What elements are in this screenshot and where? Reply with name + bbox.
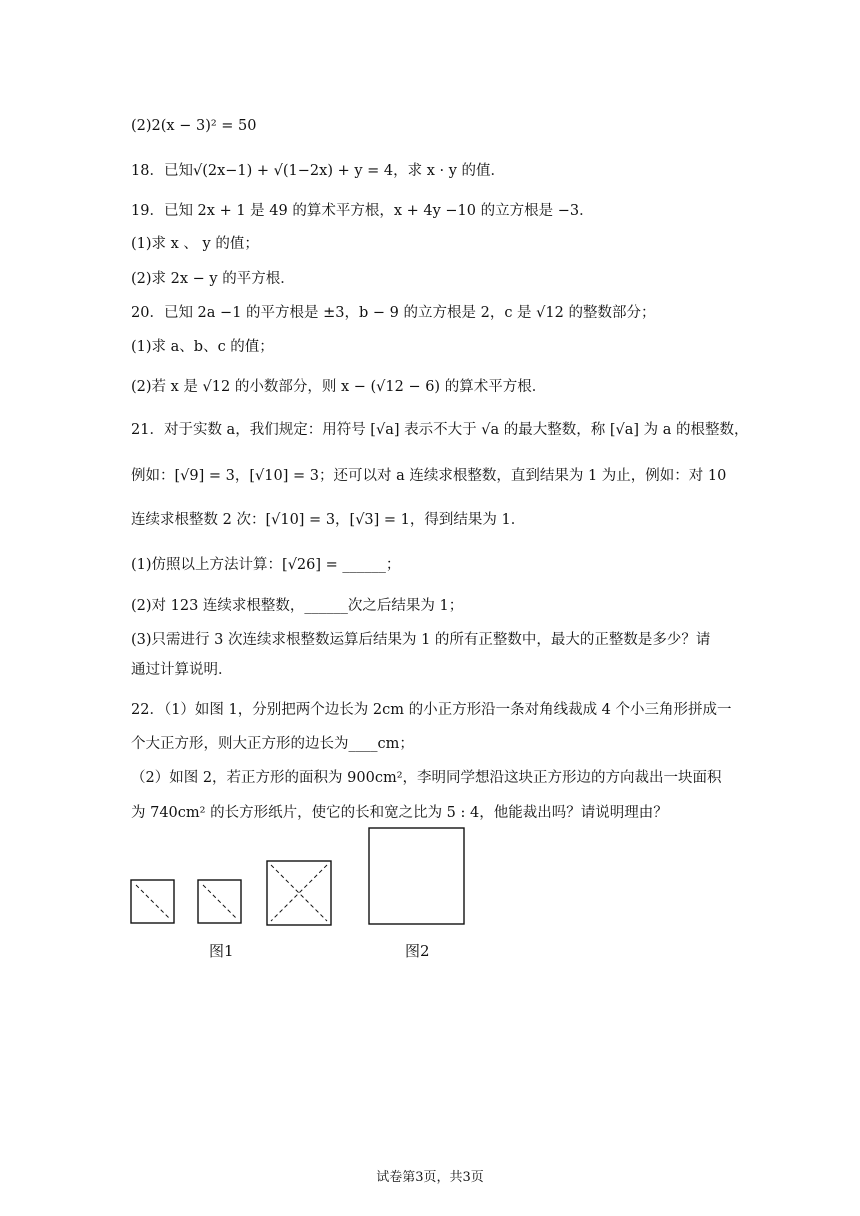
- fig1-small-square-right: [198, 880, 241, 923]
- q22-part2-text: （2）如图 2，若正方形的面积为 900cm²，李明同学想沿这块正方形边的方向裁出一块面积: [131, 770, 722, 786]
- q20-part2-text: (2)若 x 是 √12 的小数部分，则 x − (√12 − 6) 的算术平方根．: [131, 379, 547, 395]
- q20-text: 20．已知 2a −1 的平方根是 ±3，b − 9 的立方根是 2，c 是 √12 的整数部分；: [131, 305, 656, 321]
- page-footer: 试卷第3页，共3页: [376, 1170, 484, 1185]
- q21-part1-text: (1)仿照以上方法计算：[√26] = ______；: [131, 557, 401, 573]
- q22-part2-cont-text: 为 740cm² 的长方形纸片，使它的长和宽之比为 5 : 4，他能裁出吗？请说明理由？: [131, 805, 668, 821]
- q19-part1-text: (1)求 x 、 y 的值；: [131, 236, 259, 252]
- q17-part2-text: (2)2(x − 3)² = 50: [131, 118, 257, 134]
- q22-part1-text: 22．（1）如图 1，分别把两个边长为 2cm 的小正方形沿一条对角线裁成 4 个小三角形拼成一: [131, 702, 732, 718]
- q21-part3-cont-text: 通过计算说明．: [131, 662, 233, 678]
- q21-part2-text: (2)对 123 连续求根整数，______次之后结果为 1；: [131, 598, 464, 614]
- figure1-caption: 图1: [209, 942, 234, 960]
- q19-text: 19．已知 2x + 1 是 49 的算术平方根，x + 4y −10 的立方根是 −3．: [131, 203, 594, 219]
- q21-example-text: 例如：[√9] = 3，[√10] = 3；还可以对 a 连续求根整数，直到结果为 1 为止，例如：对 10: [131, 468, 727, 484]
- fig1-large-square: [267, 861, 331, 925]
- q21-example-cont-text: 连续求根整数 2 次：[√10] = 3，[√3] = 1，得到结果为 1．: [131, 512, 526, 528]
- q22-part1-cont-text: 个大正方形，则大正方形的边长为____cm；: [131, 736, 414, 752]
- q18-text: 18．已知√(2x−1) + √(1−2x) + y = 4，求 x · y 的值．: [131, 163, 506, 179]
- figure2-caption: 图2: [405, 942, 430, 960]
- q21-intro-text: 21．对于实数 a，我们规定：用符号 [√a] 表示不大于 √a 的最大整数，称 [√a] 为 a 的根整数，: [131, 422, 749, 438]
- q21-part3-text: (3)只需进行 3 次连续求根整数运算后结果为 1 的所有正整数中，最大的正整数是多少？请: [131, 632, 711, 648]
- fig2-square: [369, 828, 464, 924]
- fig1-small-square-left: [131, 880, 174, 923]
- q19-part2-text: (2)求 2x − y 的平方根．: [131, 271, 295, 287]
- q20-part1-text: (1)求 a、b、c 的值；: [131, 339, 274, 355]
